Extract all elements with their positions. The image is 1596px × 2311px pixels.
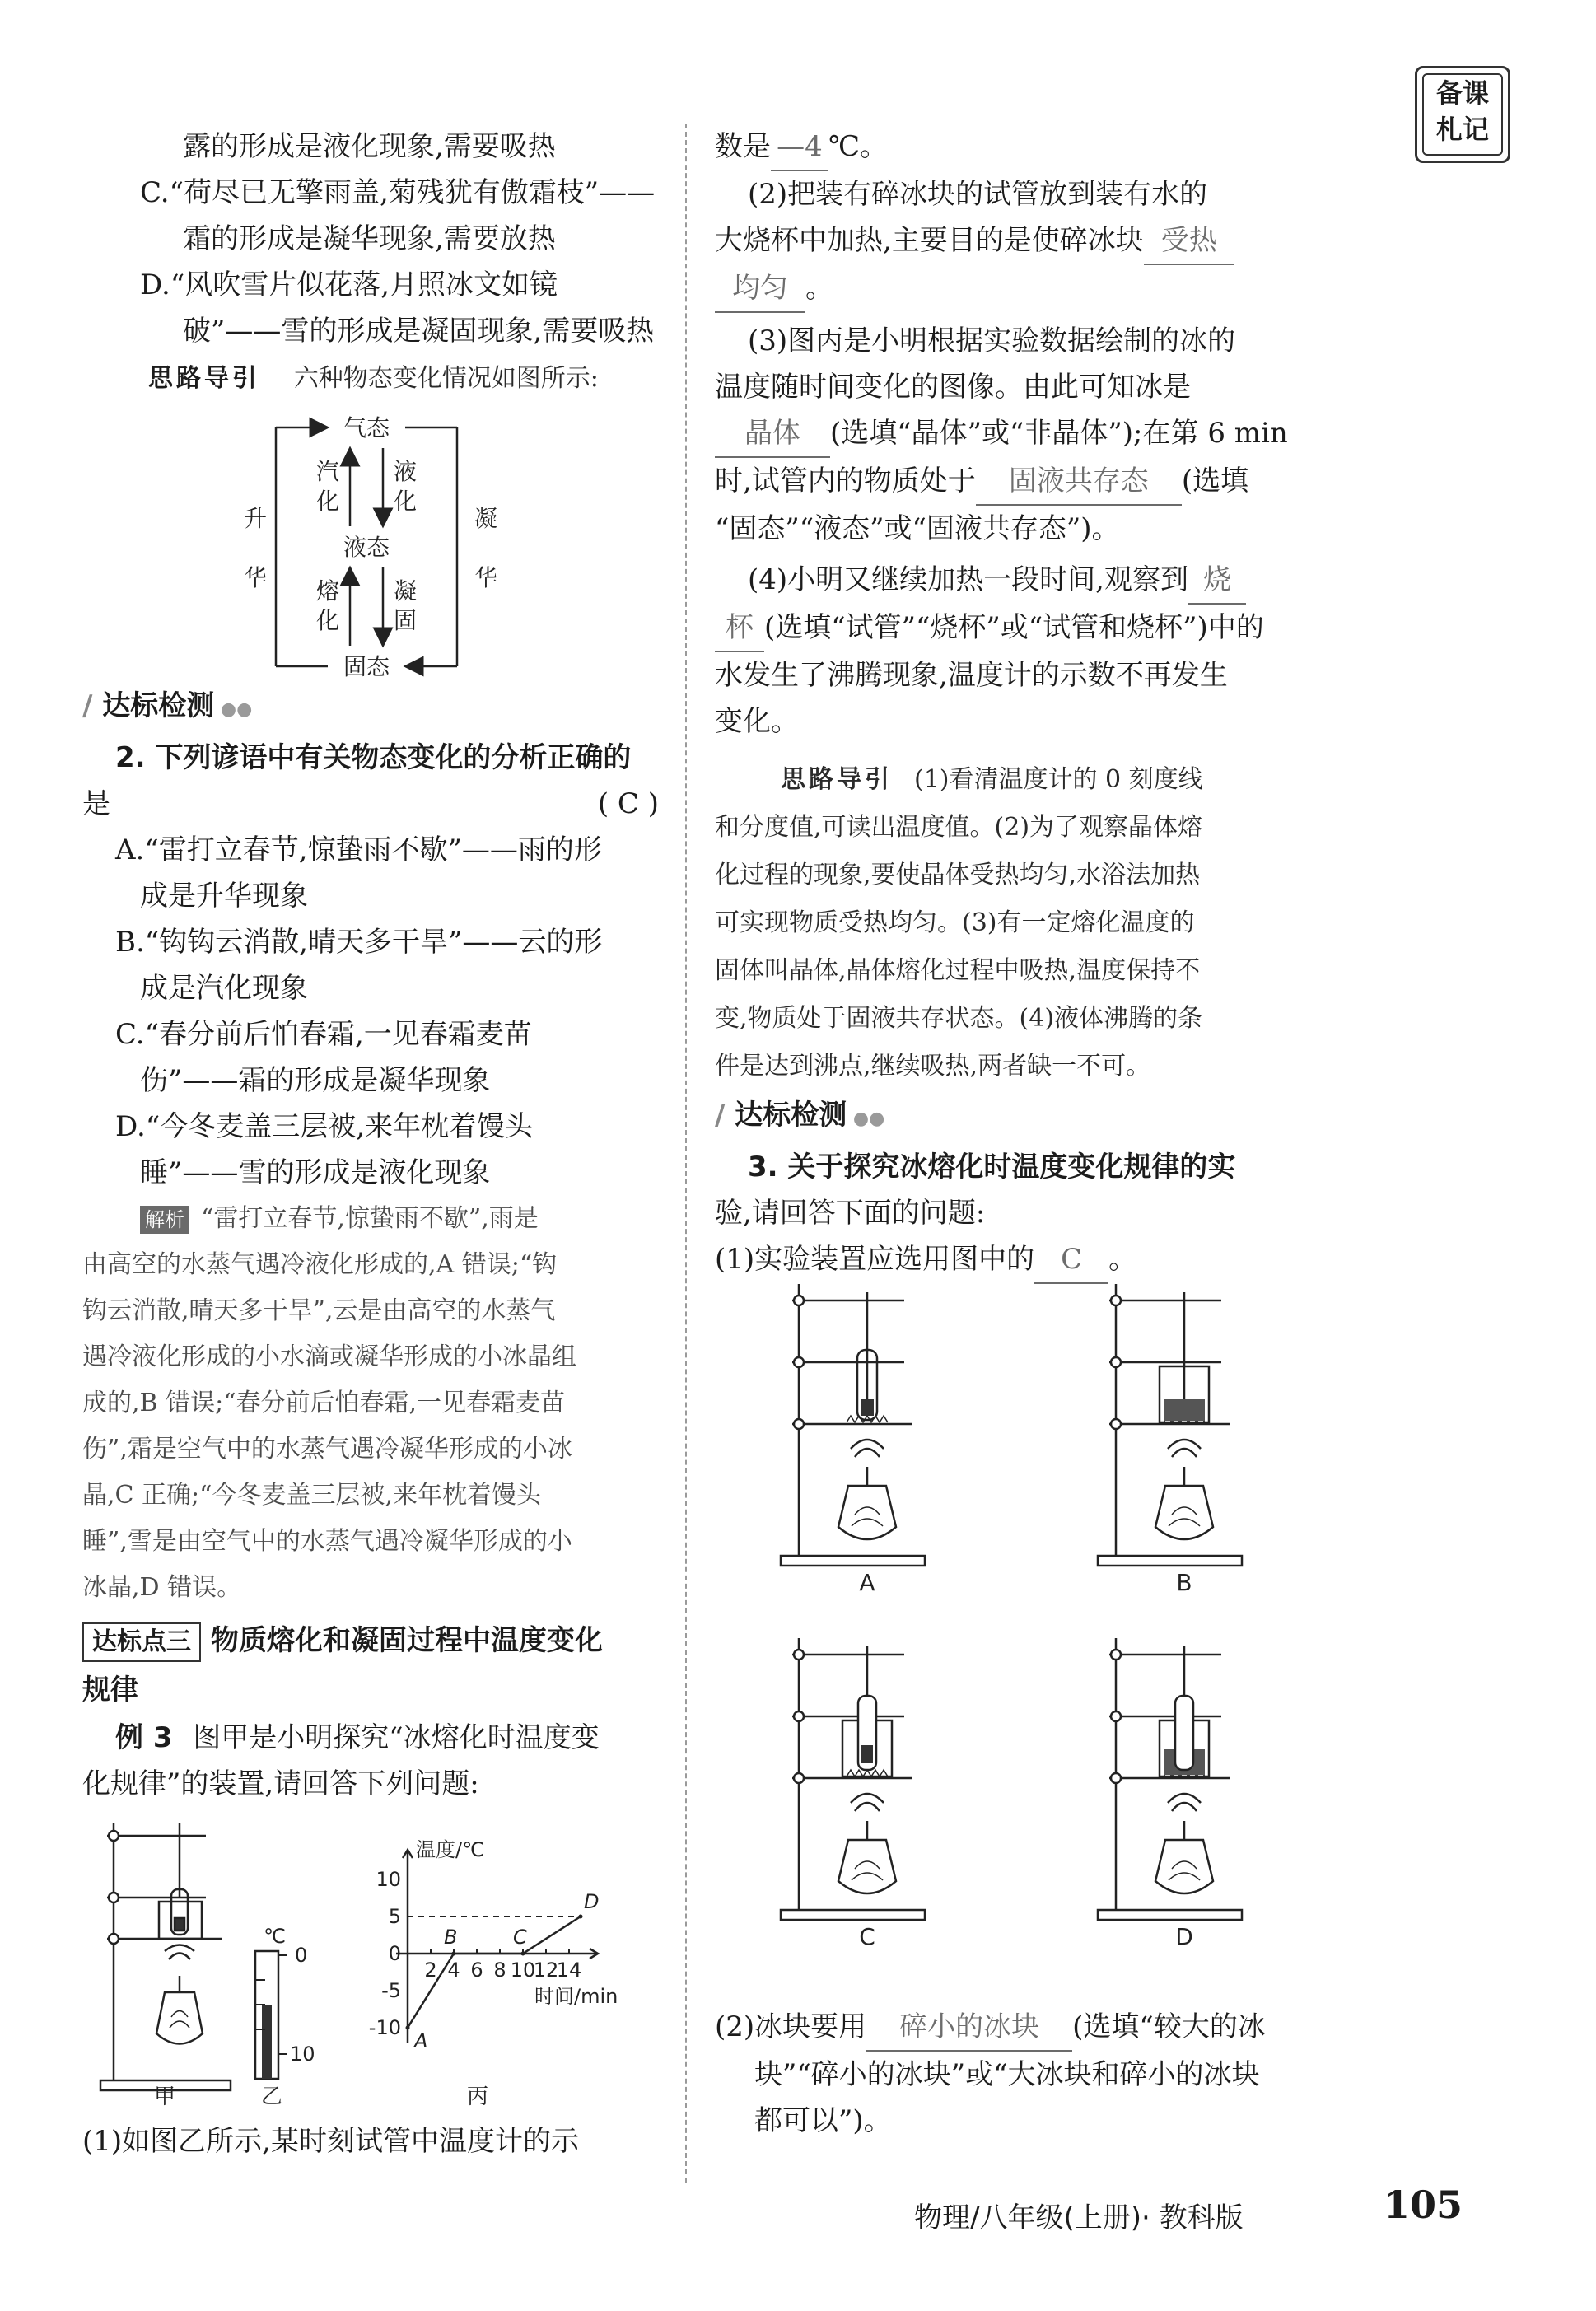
label-vaporize: 汽化 [315,458,340,515]
label-c: C [859,1923,875,1950]
option-b-tail: 露的形成是液化现象,需要吸热 [183,130,556,163]
r-guide-line2: 化过程的现象,要使晶体受热均匀,水浴法加热 [715,861,1201,889]
thermo-zero: 0 [295,1944,308,1967]
apparatus-d [1098,1638,1242,1920]
answer-p3-q2: 碎小的冰块 [866,2004,1072,2052]
footer-text: 物理/八年级(上册)· 教科版 [914,2201,1244,2234]
column-divider [685,124,687,2183]
label-jia: 甲 [153,2085,176,2109]
check-section-left: ∕ 达标检测 ●● [82,689,253,722]
r-guide-line6: 件是达到沸点,继续吸热,两者缺一不可。 [715,1052,1151,1081]
p3-q2-line2: 块”“碎小的冰块”或“大冰块和碎小的冰块 [754,2058,1260,2091]
analysis-line-8: 冰晶,D 错误。 [82,1573,242,1602]
label-freeze: 凝固 [393,577,418,634]
page-number: 105 [1384,2183,1463,2227]
graph-point [521,1952,525,1956]
r-q2-line1: (2)把装有碎冰块的试管放到装有水的 [748,178,1208,211]
apparatus-a [781,1284,925,1566]
r-q3-line4: 时,试管内的物质处于 固液共存态 (选填 [715,458,1291,506]
point3-heading-line2: 规律 [82,1674,138,1706]
graph-y-tick: -10 [368,2016,401,2039]
thermo-unit: ℃ [264,1925,286,1948]
p3-q2-line3: 都可以”)。 [754,2104,892,2137]
label-deposit: 凝华 [474,505,498,591]
q2-stem-line1: 2. 下列谚语中有关物态变化的分析正确的 [115,741,632,774]
graph-x-tick: 8 [493,1959,506,1982]
q2-option-b2: 成是汽化现象 [140,972,308,1005]
analysis-line-7: 睡”,雪是由空气中的水蒸气遇冷凝华形成的小 [82,1527,572,1556]
option-d-line1: D.“风吹雪片似花落,月照冰文如镜 [140,268,558,301]
analysis-line-3: 遇冷液化形成的小水滴或凝华形成的小冰晶组 [82,1342,576,1371]
r-q3-line5: “固态”“液态”或“固液共存态”)。 [715,512,1120,545]
point3-heading: 达标点三 物质熔化和凝固过程中温度变化 [82,1616,667,1665]
r-q2-line3: 均匀 。 [715,265,1291,313]
label-yi: 乙 [260,2085,283,2109]
graph-x-tick: 6 [470,1959,483,1982]
thermo-minus10: 10 [290,2043,315,2066]
graph-point [406,2026,410,2030]
graph-x-label: 时间/min [534,1985,618,2008]
r-q4-line3: 水发生了沸腾现象,温度计的示数不再发生 [715,659,1228,692]
q2-option-c2: 伤”——霜的形成是凝华现象 [140,1064,491,1097]
state-change-diagram [82,403,667,680]
r-guide-line0: 思路导引 (1)看清温度计的 0 刻度线 [781,765,1203,794]
guide-row [82,354,667,403]
r-guide-line5: 变,物质处于固液共存状态。(4)液体沸腾的条 [715,1004,1203,1033]
state-solid: 固态 [343,653,390,680]
graph-point-label: D [584,1890,600,1913]
graph-y-tick: 5 [388,1905,401,1928]
apparatus-jia [100,1823,231,2090]
r-q3-line2: 温度随时间变化的图像。由此可知冰是 [715,371,1191,404]
label-b: B [1176,1569,1192,1596]
graph-x-tick: 2 [424,1959,437,1982]
analysis-line-0: 解析 “雷打立春节,惊蛰雨不歇”,雨是 [82,1196,667,1242]
analysis-line-6: 晶,C 正确;“今冬麦盖三层被,来年枕着馒头 [82,1481,542,1510]
state-gas: 气态 [343,414,390,441]
answer-q3-2: 固液共存态 [976,458,1182,506]
analysis-line-5: 伤”,霜是空气中的水蒸气遇冷凝华形成的小冰 [82,1435,572,1464]
q2-stem-line2: 是 ( C ) [82,781,667,827]
option-c-line2: 霜的形成是凝华现象,需要放热 [183,222,556,255]
label-bing: 丙 [466,2085,489,2109]
r-q4-line4: 变化。 [715,705,799,738]
r-guide-label: 思路导引 [781,765,893,794]
graph-x-tick: 4 [447,1959,460,1982]
q2-answer: ( C ) [597,787,659,820]
graph-point-label: A [414,2029,428,2052]
q1-line: (1)如图乙所示,某时刻试管中温度计的示 [82,2125,579,2158]
analysis-line-4: 成的,B 错误;“春分前后怕春霜,一见春霜麦苗 [82,1389,566,1417]
apparatus-c [781,1638,925,1920]
r-guide-line3: 可实现物质受热均匀。(3)有一定熔化温度的 [715,908,1195,937]
r-guide-line4: 固体叫晶体,晶体熔化过程中吸热,温度保持不 [715,956,1201,985]
graph-point-label: C [513,1926,527,1949]
analysis-line-2: 钩云消散,晴天多干旱”,云是由高空的水蒸气 [82,1296,556,1325]
answer-q2-part2: 均匀 [715,265,805,313]
temperature-graph [369,1838,618,2052]
r-q1-tail: 数是 —4 ℃。 [715,124,1291,171]
q2-option-a1: A.“雷打立春节,惊蛰雨不歇”——雨的形 [115,833,602,866]
q2-option-d1: D.“今冬麦盖三层被,来年枕着馒头 [115,1110,534,1143]
graph-x-tick: 10 [510,1959,536,1982]
example3-line1: 例 3 图甲是小明探究“冰熔化时温度变 [115,1721,600,1754]
graph-y-label: 温度/℃ [416,1838,485,1861]
guide-text: 六种物态变化情况如图所示: [293,364,599,393]
r-q3-line3: 晶体 (选填“晶体”或“非晶体”);在第 6 min [715,410,1291,458]
example3-line2: 化规律”的装置,请回答下列问题: [82,1767,479,1800]
q2-option-a2: 成是升华现象 [140,880,308,913]
label-sublime: 升华 [243,505,268,591]
r-q4-line2: 杯 (选填“试管”“烧杯”或“试管和烧杯”)中的 [715,605,1291,652]
apparatus-b [1098,1284,1242,1566]
left-column [82,124,667,2164]
option-d-line2: 破”——雪的形成是凝固现象,需要吸热 [183,315,655,348]
q2-option-c1: C.“春分前后怕春霜,一见春霜麦苗 [115,1018,532,1051]
label-liquefy: 液化 [393,458,418,515]
p3-line2: 验,请回答下面的问题: [715,1197,986,1230]
graph-y-tick: 10 [376,1868,401,1891]
r-q3-line1: (3)图丙是小明根据实验数据绘制的冰的 [748,324,1236,357]
guide-label: 思路导引 [148,364,260,393]
analysis-line-1: 由高空的水蒸气遇冷液化形成的,A 错误;“钩 [82,1250,558,1279]
answer-q1: —4 [771,124,828,171]
graph-y-tick: 0 [388,1942,401,1965]
r-q2-line2: 大烧杯中加热,主要目的是使碎冰块 受热 [715,217,1291,265]
option-c-line1: C.“荷尽已无擎雨盖,菊残犹有傲霜枝”—— [140,176,656,209]
right-column [715,124,1291,2144]
answer-q4-part1: 烧 [1188,557,1246,605]
example3-figure [82,1807,667,2112]
answer-q2-part1: 受热 [1144,217,1234,265]
answer-q4-part2: 杯 [715,605,764,652]
point3-tag: 达标点三 [82,1622,201,1662]
answer-p3-q1: C [1034,1236,1108,1284]
graph-x-tick: 12 [533,1959,559,1982]
p3-q2-line1: (2)冰块要用 碎小的冰块 (选填“较大的冰 [715,2004,1291,2052]
label-a: A [859,1569,875,1596]
label-melt: 熔化 [315,577,340,634]
check-section-right: ∕ 达标检测 ●● [715,1099,885,1132]
example3-label: 例 3 [115,1721,173,1754]
graph-x-tick: 14 [556,1959,582,1982]
graph-point [579,1915,583,1919]
r-guide-line1: 和分度值,可读出温度值。(2)为了观察晶体熔 [715,813,1203,842]
apparatus-options [715,1284,1291,2001]
state-liquid: 液态 [343,534,390,561]
thermometer-yi [255,1951,287,2079]
graph-y-tick: -5 [381,1979,401,2002]
graph-point-label: B [444,1926,458,1949]
r-q4-line1: (4)小明又继续加热一段时间,观察到 烧 [715,557,1291,605]
q2-option-d2: 睡”——雪的形成是液化现象 [140,1156,491,1189]
notes-corner-label: 备课 札记 [1422,73,1503,156]
p3-q1: (1)实验装置应选用图中的 C 。 [715,1236,1291,1284]
label-d: D [1175,1923,1193,1950]
answer-q3-1: 晶体 [715,410,830,458]
p3-line1: 3. 关于探究冰熔化时温度变化规律的实 [748,1151,1236,1184]
graph-point [452,1952,456,1956]
notes-corner-box [1415,66,1510,163]
q2-option-b1: B.“钩钩云消散,晴天多干旱”——云的形 [115,926,603,959]
analysis-badge: 解析 [140,1206,189,1234]
